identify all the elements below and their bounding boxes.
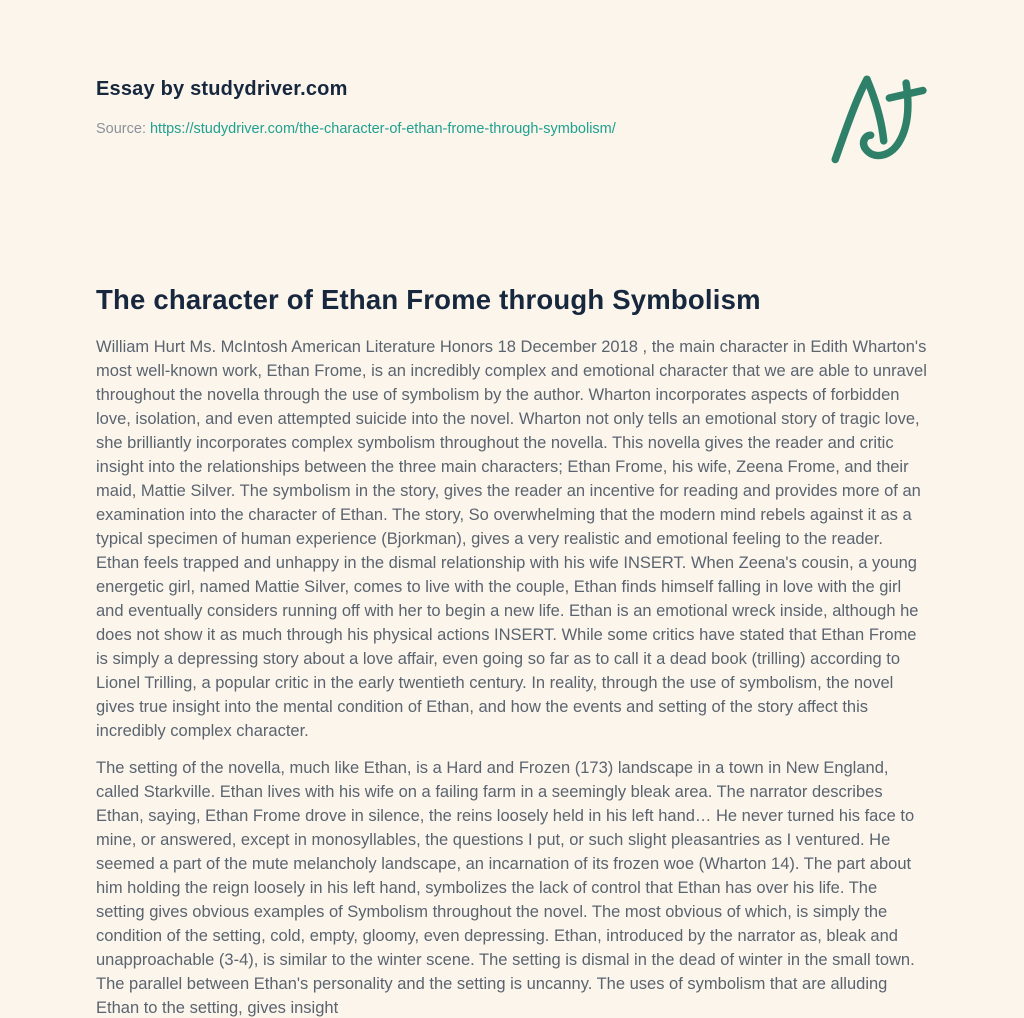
byline: Essay by studydriver.com: [96, 78, 348, 100]
studydriver-logo-icon: [824, 70, 936, 172]
essay-paragraph-1: William Hurt Ms. McIntosh American Literature Honors 18 December 2018 , the main character in Edith Wharton's most well-known work, Ethan Frome, is an incredibly complex and emotional character that we are able to unravel throughout the novella through the use of symbolism by the author. Wharton incorporates aspects of forbidden love, isolation, and even attempted suicide into the novel. Wharton not only tells an emotional story of tragic love, she brilliantly incorporates complex symbolism throughout the novella. This novella gives the reader and critic insight into the relationships between the three main characters; Ethan Frome, his wife, Zeena Frome, and their maid, Mattie Silver. The symbolism in the story, gives the reader an incentive for reading and provides more of an examination into the character of Ethan. The story, So overwhelming that the modern mind rebels against it as a typical specimen of human experience (Bjorkman), gives a very realistic and emotional feeling to the reader. Ethan feels trapped and unhappy in the dismal relationship with his wife INSERT. When Zeena's cousin, a young energetic girl, named Mattie Silver, comes to live with the couple, Ethan finds himself falling in love with the girl and eventually considers running off with her to begin a new life. Ethan is an emotional wreck inside, although he does not show it as much through his physical actions INSERT. While some critics have stated that Ethan Frome is simply a depressing story about a love affair, even going so far as to call it a dead book (trilling) according to Lionel Trilling, a popular critic in the early twentieth century. In reality, through the use of symbolism, the novel gives true insight into the mental condition of Ethan, and how the events and setting of the story affect this incredibly complex character.: [96, 338, 927, 740]
essay-paragraph-2: The setting of the novella, much like Ethan, is a Hard and Frozen (173) landscape in a town in New England, called Starkville. Ethan lives with his wife on a failing farm in a seemingly bleak area. The narrator describes Ethan, saying, Ethan Frome drove in silence, the reins loosely held in his left hand… He never turned his face to mine, or answered, except in monosyllables, the questions I put, or such slight pleasantries as I ventured. He seemed a part of the mute melancholy landscape, an incarnation of its frozen woe (Wharton 14). The part about him holding the reign loosely in his left hand, symbolizes the lack of control that Ethan has over his life. The setting gives obvious examples of Symbolism throughout the novel. The most obvious of which, is simply the condition of the setting, cold, empty, gloomy, even depressing. Ethan, introduced by the narrator as, bleak and unapproachable (3-4), is similar to the winter scene. The setting is dismal in the dead of winter in the small town. The parallel between Ethan's personality and the setting is uncanny. The uses of symbolism that are alluding Ethan to the setting, gives insight: [96, 759, 915, 1017]
essay-title: The character of Ethan Frome through Symbolism: [96, 284, 761, 315]
header-text-block: [96, 78, 616, 137]
page-header: [0, 0, 1024, 172]
source-label: Source:: [96, 121, 146, 137]
source-link[interactable]: https://studydriver.com/the-character-of-ethan-frome-through-symbolism/: [149, 121, 616, 137]
essay-body: [0, 284, 1024, 1018]
source-line: [96, 121, 616, 137]
